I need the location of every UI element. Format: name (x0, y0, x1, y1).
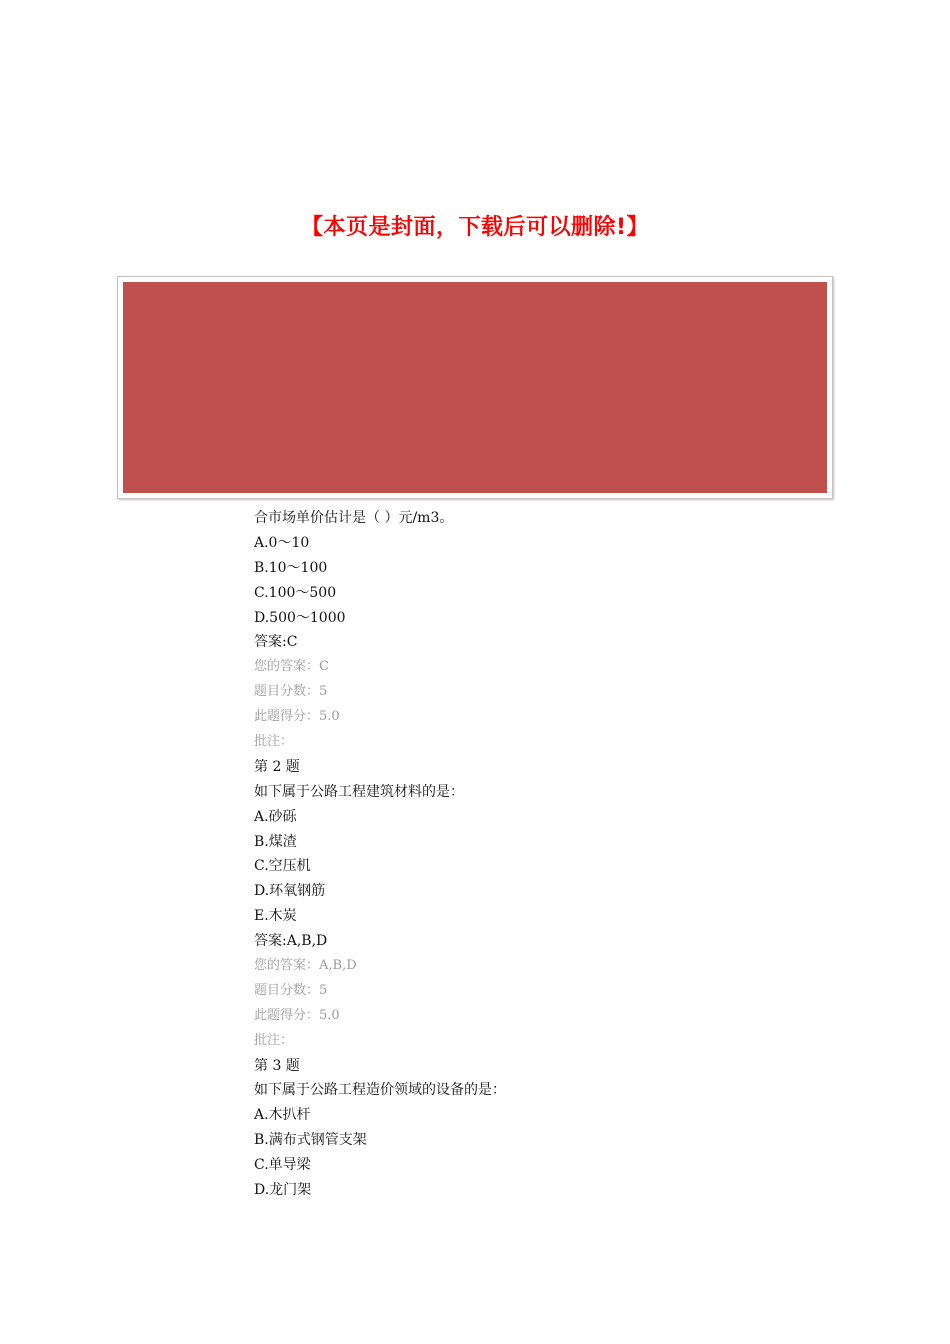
question-text: 如下属于公路工程建筑材料的是： (254, 783, 464, 800)
option-b: B.10～100 (254, 559, 328, 576)
option-c: C.空压机 (254, 858, 311, 875)
option-a: A.木扒杆 (254, 1107, 311, 1124)
question-score: 题目分数：5 (254, 684, 328, 700)
option-c: C.100～500 (254, 584, 337, 601)
option-b: B.满布式钢管支架 (254, 1132, 367, 1149)
remarks: 批注： (254, 1032, 294, 1048)
option-d: D.龙门架 (254, 1182, 312, 1199)
cover-banner (117, 276, 833, 499)
your-answer: 您的答案：C (254, 659, 329, 675)
question-number: 第 3 题 (254, 1057, 300, 1074)
question-content (254, 506, 854, 1203)
cover-banner-fill (123, 282, 827, 493)
question-text: 如下属于公路工程造价领域的设备的是： (254, 1082, 506, 1099)
answer: 答案:C (254, 634, 298, 651)
option-a: A.砂砾 (254, 808, 297, 825)
option-b: B.煤渣 (254, 833, 297, 850)
question-score: 题目分数：5 (254, 982, 328, 998)
score-earned: 此题得分：5.0 (254, 709, 340, 725)
score-earned: 此题得分：5.0 (254, 1007, 340, 1023)
option-d: D.环氧钢筋 (254, 883, 326, 900)
question-text: 合市场单价估计是（ ）元/m3。 (254, 510, 454, 526)
answer: 答案:A,B,D (254, 933, 328, 950)
option-a: A.0～10 (254, 534, 310, 551)
cover-notice: 【本页是封面，下载后可以删除!】 (300, 215, 650, 240)
option-d: D.500～1000 (254, 609, 346, 626)
option-c: C.单导梁 (254, 1157, 311, 1174)
your-answer: 您的答案：A,B,D (254, 958, 357, 974)
remarks: 批注： (254, 734, 294, 750)
option-e: E.木炭 (254, 908, 297, 925)
question-number: 第 2 题 (254, 758, 300, 775)
